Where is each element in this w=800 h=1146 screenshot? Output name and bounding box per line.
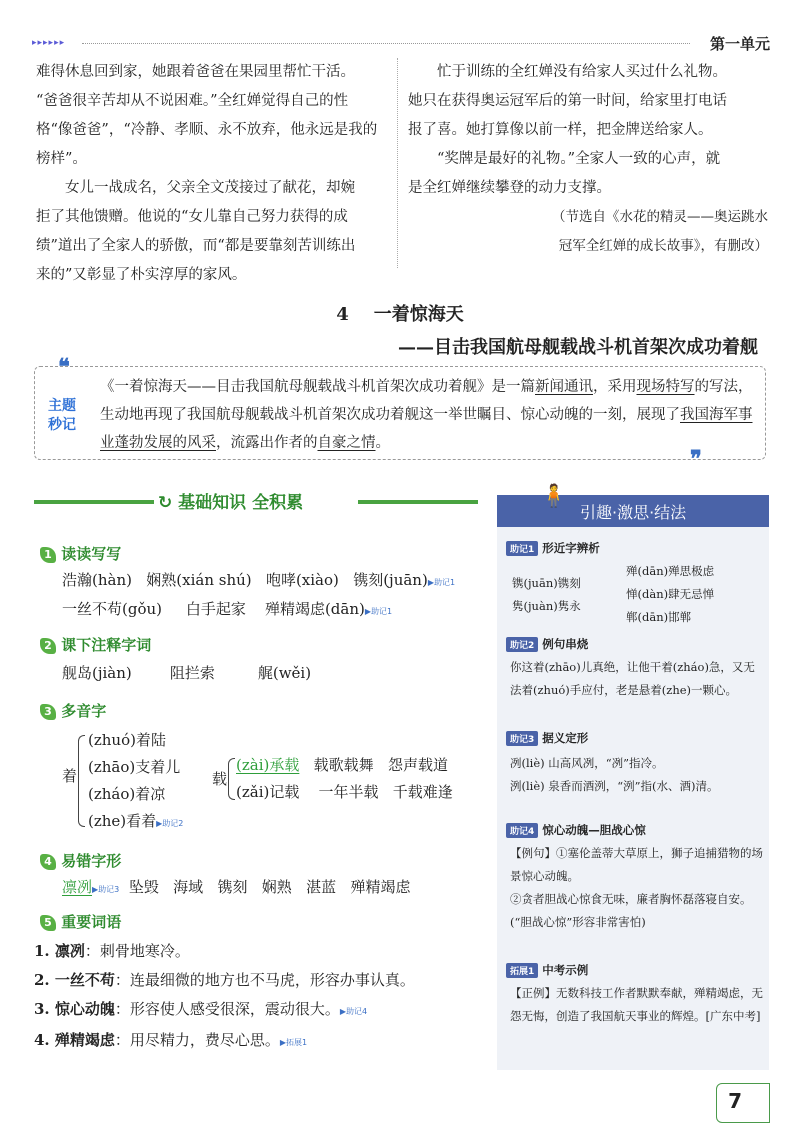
reading: (zhāo)支着儿 [88,758,181,776]
tip-title: 例句串烧 [542,637,589,651]
tip-tag: 助记4 [506,823,538,838]
paragraph-line: 榜样”。 [36,151,87,167]
paragraph-line: 难得休息回到家，她跟着爸爸在果园里帮忙干活。 [36,64,355,80]
term: 1. 凛冽 [34,942,85,960]
theme-line: 《一着惊海天——目击我国航母舰载战斗机首架次成功着舰》是一篇 [100,379,535,395]
lesson-title [0,300,800,326]
note-link[interactable]: ▶拓展1 [279,1038,308,1047]
source-note: （节选自《水花的精灵——奥运跳水 [552,209,768,225]
paragraph-line: 格“像爸爸”，“冷静、孝顺、永不放弃，他永远是我的 [36,122,378,138]
header-divider [82,43,690,44]
tip-line: ②贪者胆战心惊食无味，廉者胸怀磊落寝自安。(“胆战心惊”形容非常害怕) [510,892,752,929]
tip-line: 【例句】①塞伦盖蒂大草原上，狮子追捕猎物的场景惊心动魄。 [510,846,763,883]
reading: 怨声载道 [388,756,449,774]
word: 白手起家 [185,600,246,618]
tip-line: 洌(liè) 泉香而酒洌，“洌”指(水、酒)清。 [510,779,719,793]
zai-char: 载 [212,770,228,788]
s3-title: 多音字 [61,702,107,720]
reading: (zháo)着凉 [88,785,166,803]
theme-keyword: 自豪之情 [317,435,376,451]
right-column [408,58,768,261]
tip4-text [510,842,765,934]
tip-line: 惮(dàn)肆无忌惮 [626,587,715,601]
word: 殚精竭虑(dān) [264,600,365,618]
paragraph-line: 忙于训练的全红婵没有给家人买过什么礼物。 [437,64,727,80]
word: 一丝不苟(gǒu) [62,600,162,618]
close-quote-icon: ❞ [690,446,702,472]
tip-tag: 助记1 [506,541,538,556]
s5-heading [40,911,121,932]
paragraph-line: 绩”道出了全家人的骄傲，而“都是要靠刻苦训练出 [36,238,356,254]
lesson-number: 4 [336,304,349,325]
paragraph-line: 报了喜。她打算像以前一样，把金牌送给家人。 [408,122,713,138]
word: 海域 [173,878,204,896]
leaf-icon: 1 [40,547,56,563]
term: 2. 一丝不苟 [34,971,115,989]
word: 舰岛(jiàn) [62,664,132,682]
section-title-text: 基础知识 全积累 [178,493,304,513]
word: 咆哮(xiào) [265,571,339,589]
note-link[interactable]: ▶助记1 [364,607,393,616]
s3-heading [40,700,106,721]
word: 艉(wěi) [257,664,312,682]
page-number: 7 [728,1089,742,1113]
theme-line: ，流露出作者的 [216,435,318,451]
s2-row [62,662,311,683]
tip-tag: 拓展1 [506,963,538,978]
s5-list [34,937,415,1057]
tip3-text [510,752,765,798]
paragraph-line: 是全红婵继续攀登的动力支撑。 [408,180,611,196]
s1-title: 读读写写 [61,545,122,563]
source-note: 冠军全红婵的成长故事》，有删改） [558,238,768,254]
tip-line: 郸(dān)邯郸 [626,610,692,624]
banner-rule-left [34,500,154,504]
theme-label: 主题秒记 [48,398,76,433]
s4-heading [40,850,121,871]
word: 镌刻(juān) [353,571,428,589]
tip1-right [626,560,714,629]
theme-keyword: 新闻通讯 [535,379,593,395]
note-link[interactable]: ▶助记1 [427,578,456,587]
page-number-box [716,1083,770,1123]
lesson-subtitle: ——目击我国航母舰载战斗机首架次成功着舰 [398,337,758,358]
tip2-text: 你这着(zhāo)儿真绝，让他干着(zháo)急，又无法着(zhuó)手应付，老是悬着(zhe)一颗心。 [510,660,755,697]
word: 湛蓝 [306,878,337,896]
figure-icon: 🧍 [540,484,568,509]
theme-line: 。 [375,435,390,451]
reading: (zài)承载 [236,756,300,774]
tip-tag: 助记3 [506,731,538,746]
reading: 一年半载 [318,783,379,801]
word: 坠毁 [128,878,159,896]
word: 殚精竭虑 [350,878,411,896]
zhuo-list [88,727,183,837]
tip-line: 镌(juān)镌刻 [512,576,581,590]
word: 镌刻 [217,878,248,896]
tip1-heading [506,540,600,556]
tip3-heading [506,730,588,746]
s1-row1 [62,569,455,590]
brace [228,758,235,800]
theme-line: 写法，生动地再现了我国航母舰载战斗机首架次成功着舰这一举世瞩目、惊心动魄的一刻，展现了 [100,379,753,423]
word: 娴熟 [261,878,292,896]
swirl-icon: ↻ [158,493,173,513]
s1-row2 [62,598,392,619]
tip-line: 隽(juàn)隽永 [512,599,581,613]
s2-heading [40,634,151,655]
header-arrows: ▸▸▸▸▸▸ [32,38,66,48]
brace [78,735,85,827]
s4-title: 易错字形 [61,852,122,870]
banner-rule-right [358,500,478,504]
leaf-icon: 3 [40,704,56,720]
tip-title: 中考示例 [542,963,589,977]
tip-line: 殚(dān)殚思极虑 [626,564,715,578]
tip5-heading [506,962,588,978]
tip5-text: 【正例】无数科技工作者默默奉献，殚精竭虑，无怨无悔，创造了我国航天事业的辉煌。[广东中考] [510,986,763,1023]
tip-title: 形近字辨析 [542,541,600,555]
tip4-heading [506,822,646,838]
leaf-icon: 4 [40,854,56,870]
paragraph-line: 来的”又彰显了朴实淳厚的家风。 [36,267,247,283]
theme-line: ，采用 [593,379,637,395]
s5-title: 重要词语 [61,913,122,931]
theme-line: 的 [694,379,709,395]
word: 阻拦索 [169,664,215,682]
tip-line: 冽(liè) 山高风冽，“冽”指冷。 [510,756,664,770]
paragraph-line: 拒了其他馈赠。他说的“女儿靠自己努力获得的成 [36,209,348,225]
s1-heading [40,543,121,564]
paragraph-line: 她只在获得奥运冠军后的第一时间，给家里打电话 [408,93,727,109]
lesson-title-text: 一着惊海天 [373,304,464,325]
leaf-icon: 5 [40,915,56,931]
tip1-left [512,572,581,618]
tip-title: 据义定形 [542,731,589,745]
open-quote-icon: ❝ [58,354,70,380]
s2-title: 课下注释字词 [61,636,152,654]
column-divider [397,58,398,268]
section-title [158,488,303,513]
reading: (zǎi)记载 [236,783,300,801]
theme-keyword: 现场特写 [636,379,695,395]
paragraph-line: “爸爸很辛苦却从不说困难。”全红婵觉得自己的性 [36,93,349,109]
definition: ：用尽精力，费尽心思。 [114,1031,280,1049]
theme-text [100,373,760,457]
term: 3. 惊心动魄 [34,1000,115,1018]
definition: ：形容使人感受很深，震动很大。 [114,1000,340,1018]
theme-keyword: 我国海军事业蓬勃发展的风采 [100,407,753,451]
reading: 载歌载舞 [313,756,374,774]
word: 浩瀚(hàn) [62,571,132,589]
term: 4. 殚精竭虑 [34,1031,115,1049]
tip2-heading [506,636,588,652]
note-link[interactable]: ▶助记3 [92,885,120,894]
word: 凛冽 [62,878,93,896]
reading: (zhuó)着陆 [88,731,166,749]
definition: ：刺骨地寒冷。 [84,942,190,960]
left-column [36,58,390,290]
note-link[interactable]: ▶助记2 [156,819,184,828]
unit-label: 第一单元 [709,35,770,53]
reading: (zhe)看着 [88,812,157,830]
definition: ：连最细微的地方也不马虎，形容办事认真。 [114,971,415,989]
paragraph-line: 女儿一战成名，父亲全文茂接过了献花，却婉 [65,180,355,196]
s4-row [62,876,410,897]
zai-list [236,752,453,806]
tip-tag: 助记2 [506,637,538,652]
zhuo-char: 着 [62,767,78,785]
leaf-icon: 2 [40,638,56,654]
note-link[interactable]: ▶助记4 [339,1007,368,1016]
tip-title: 惊心动魄—胆战心惊 [542,823,646,837]
word: 娴熟(xián shú) [146,571,252,589]
paragraph-line: “奖牌是最好的礼物。”全家人一致的心声，就 [437,151,721,167]
reading: 千载难逢 [392,783,453,801]
tips-panel-title: 引趣·激思·结法 [580,503,687,522]
